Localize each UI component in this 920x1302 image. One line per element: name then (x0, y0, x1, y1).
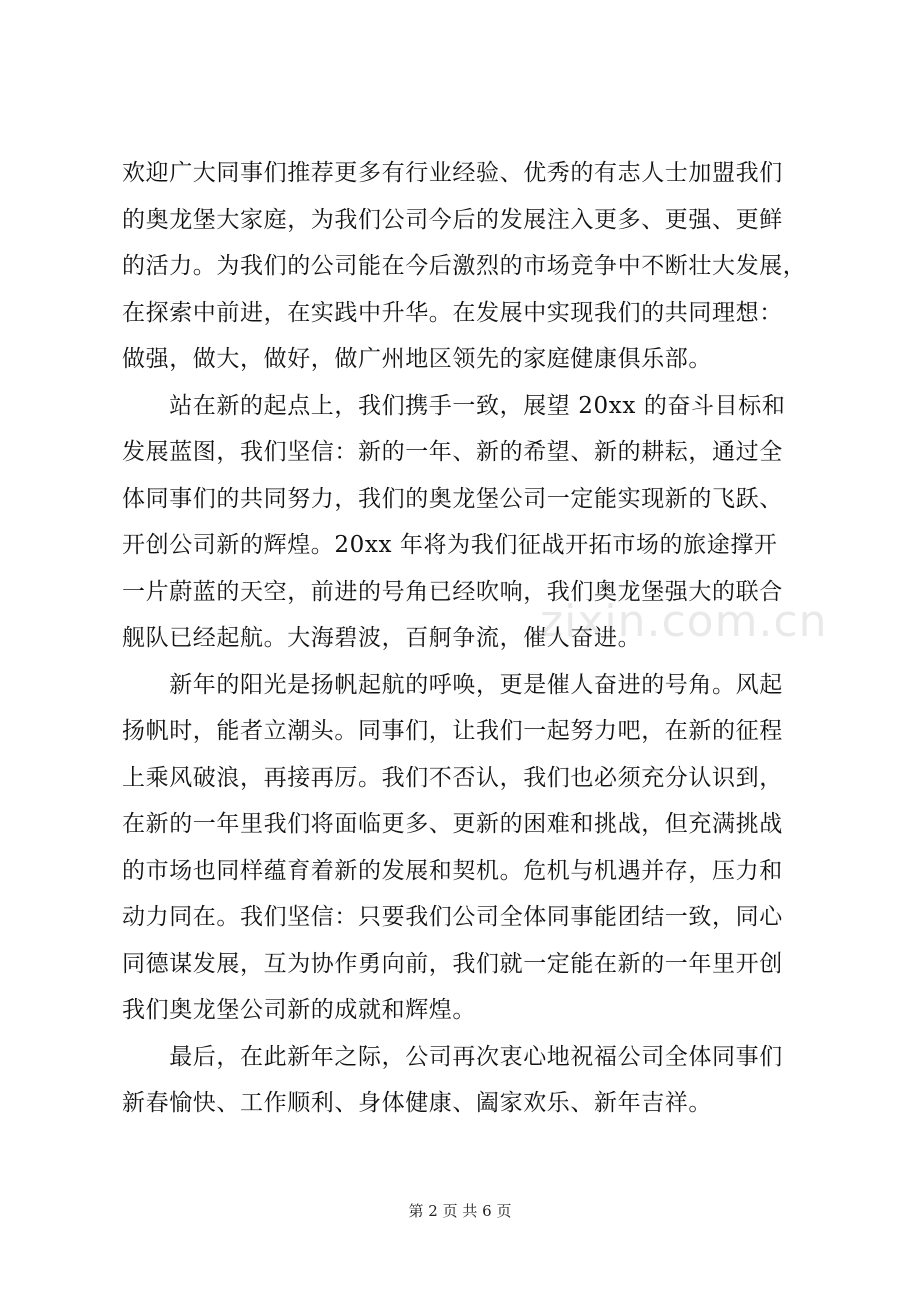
page-footer: 第 2 页 共 6 页 (408, 1202, 512, 1220)
text-line: 动力同在。我们坚信：只要我们公司全体同事能团结一致，同心 (122, 904, 783, 930)
text-line: 开创公司新的辉煌。20xx 年将为我们征战开拓市场的旅途撑开 (122, 532, 778, 558)
text-line: 同德谋发展，互为协作勇向前，我们就一定能在新的一年里开创 (122, 950, 783, 977)
text-line: 的活力。为我们的公司能在今后激烈的市场竞争中不断壮大发展， (122, 253, 807, 279)
body-text (122, 150, 834, 1127)
text-line: 扬帆时，能者立潮头。同事们，让我们一起努力吧，在新的征程 (122, 718, 783, 744)
text-line: 的奥龙堡大家庭，为我们公司今后的发展注入更多、更强、更鲜 (122, 206, 783, 233)
text-line: 新春愉快、工作顺利、身体健康、阖家欢乐、新年吉祥。 (122, 1090, 712, 1116)
text-line: 一片蔚蓝的天空，前进的号角已经吹响，我们奥龙堡强大的联合 (122, 578, 783, 605)
text-line: 的市场也同样蕴育着新的发展和契机。危机与机遇并存，压力和 (122, 857, 783, 884)
text-line: 新年的阳光是扬帆起航的呼唤，更是催人奋进的号角。风起 (122, 671, 783, 698)
text-line: 在探索中前进，在实践中升华。在发展中实现我们的共同理想： (122, 299, 783, 326)
text-line: 欢迎广大同事们推荐更多有行业经验、优秀的有志人士加盟我们 (122, 160, 783, 186)
text-line: 舰队已经起航。大海碧波，百舸争流，催人奋进。 (122, 625, 642, 651)
text-line: 做强，做大，做好，做广州地区领先的家庭健康俱乐部。 (122, 346, 712, 372)
text-line: 在新的一年里我们将面临更多、更新的困难和挑战，但充满挑战 (122, 811, 783, 837)
text-line: 体同事们的共同努力，我们的奥龙堡公司一定能实现新的飞跃、 (122, 485, 783, 512)
watermark: zixin.com.cn (540, 596, 828, 647)
text-line: 发展蓝图，我们坚信：新的一年、新的希望、新的耕耘，通过全 (122, 439, 783, 465)
text-line: 最后，在此新年之际，公司再次衷心地祝福公司全体同事们 (122, 1043, 783, 1070)
text-line: 上乘风破浪，再接再厉。我们不否认，我们也必须充分认识到， (122, 764, 783, 791)
text-line: 我们奥龙堡公司新的成就和辉煌。 (122, 997, 476, 1023)
text-line: 站在新的起点上，我们携手一致，展望 20xx 的奋斗目标和 (122, 392, 786, 419)
